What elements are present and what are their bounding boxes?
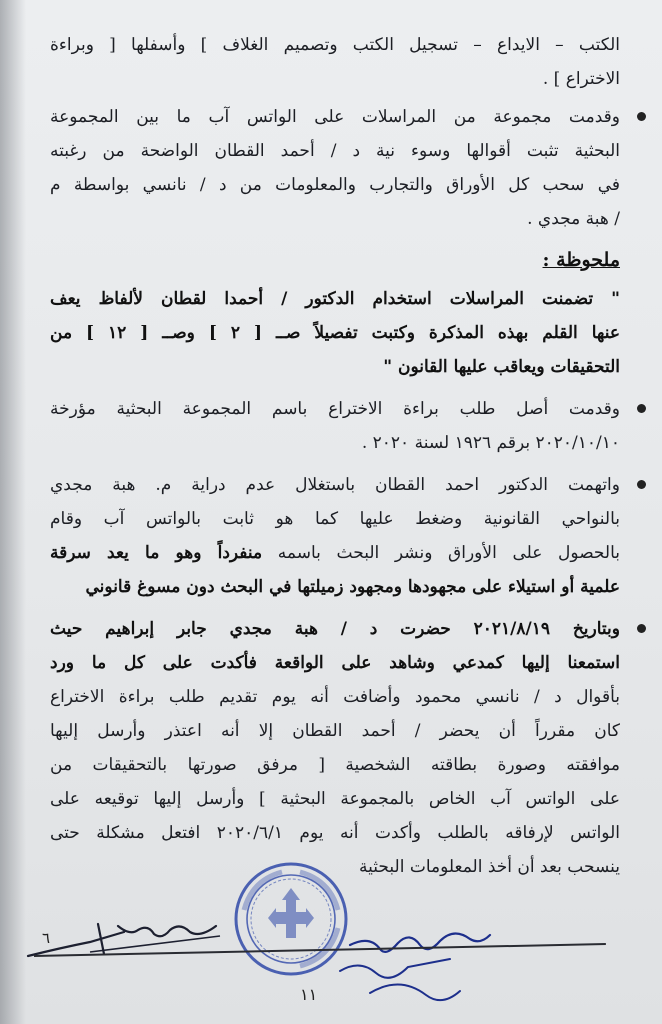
paragraph-line: ٢٠٢٠/١٠/١٠ برقم ١٩٢٦ لسنة ٢٠٢٠ .	[361, 433, 620, 453]
paragraph-line: علمية أو استيلاء على مجهودها ومجهود زميلتها في البحث دون مسوغ قانوني	[85, 577, 620, 597]
paragraph-line: في سحب كل الأوراق والتجارب والمعلومات من د / نانسي بواسطة م	[50, 175, 620, 195]
emphasis-text: منفرداً وهو ما يعد سرقة	[50, 543, 263, 563]
bullet-paragraph-1	[50, 100, 620, 236]
paragraph-line: " تضمنت المراسلات استخدام الدكتور / أحمدا لقطان لألفاظ يعف	[50, 289, 620, 309]
quoted-note	[50, 282, 620, 384]
line-segment: بالحصول على الأوراق ونشر البحث باسمه	[262, 543, 620, 563]
paragraph-line: استمعنا إليها كمدعي وشاهد على الواقعة فأكدت على كل ما ورد	[50, 653, 620, 673]
page-number: ٦	[42, 929, 51, 947]
document-body	[50, 28, 620, 884]
paragraph-line: على الواتس آب الخاص بالمجموعة البحثية ] وأرسل إليها توقيعه على	[50, 789, 620, 809]
paragraph-line: الاختراع ] .	[542, 69, 620, 89]
paragraph-line	[50, 536, 620, 570]
paragraph-line: الواتس لإرفاقه بالطلب وأكدت أنه يوم ٢٠٢٠/٦/١ افتعل مشكلة حتى	[50, 823, 620, 843]
bullet-icon	[637, 404, 646, 413]
bullet-icon	[637, 112, 646, 121]
paragraph-line: بأقوال د / نانسي محمود وأضافت أنه يوم تقديم طلب براءة الاختراع	[50, 687, 620, 707]
paragraph-line: بالنواحي القانونية وضغط عليها كما هو ثابت بالواتس آب وقام	[50, 509, 620, 529]
paragraph-line: التحقيقات ويعاقب عليها القانون "	[383, 357, 620, 377]
paragraph-line: البحثية تثبت أقوالها وسوء نية د / أحمد القطان الواضحة من رغبته	[50, 141, 620, 161]
paragraph-line: وقدمت أصل طلب براءة الاختراع باسم المجموعة البحثية مؤرخة	[50, 399, 620, 419]
paragraph-line: ينسحب بعد أن أخذ المعلومات البحثية	[359, 857, 620, 877]
bullet-paragraph-3	[50, 468, 620, 604]
paragraph-line: وبتاريخ ٢٠٢١/٨/١٩ حضرت د / هبة مجدي جابر إبراهيم حيث	[50, 619, 620, 639]
bullet-icon	[637, 480, 646, 489]
signature-right-icon	[330, 915, 510, 1015]
page-number-handwritten: ١١	[300, 985, 318, 1004]
bullet-paragraph-2	[50, 392, 620, 460]
paragraph-line: عنها القلم بهذه المذكرة وكتبت تفصيلاً صــ [ ٢ ] وصــ [ ١٢ ] من	[50, 323, 620, 343]
paragraph-line: موافقته وصورة بطاقته الشخصية [ مرفق صورتها بالتحقيقات من	[50, 755, 620, 775]
paragraph-line: الكتب – الايداع – تسجيل الكتب وتصميم الغلاف ] وأسفلها [ وبراءة	[50, 35, 620, 55]
paragraph-line: / هبة مجدي .	[527, 209, 620, 229]
bullet-paragraph-4	[50, 612, 620, 884]
paragraph-line: واتهمت الدكتور احمد القطان باستغلال عدم دراية م. هبة مجدي	[50, 475, 620, 495]
bullet-icon	[637, 624, 646, 633]
paragraph-line: كان مقرراً أن يحضر / أحمد القطان إلا أنه اعتذر وأرسل إليها	[50, 721, 620, 741]
paragraph-line: وقدمت مجموعة من المراسلات على الواتس آب ما بين المجموعة	[50, 107, 620, 127]
page-edge-shadow	[0, 0, 26, 1024]
signature-left-icon	[20, 896, 230, 976]
note-heading: ملحوظة :	[542, 249, 620, 271]
